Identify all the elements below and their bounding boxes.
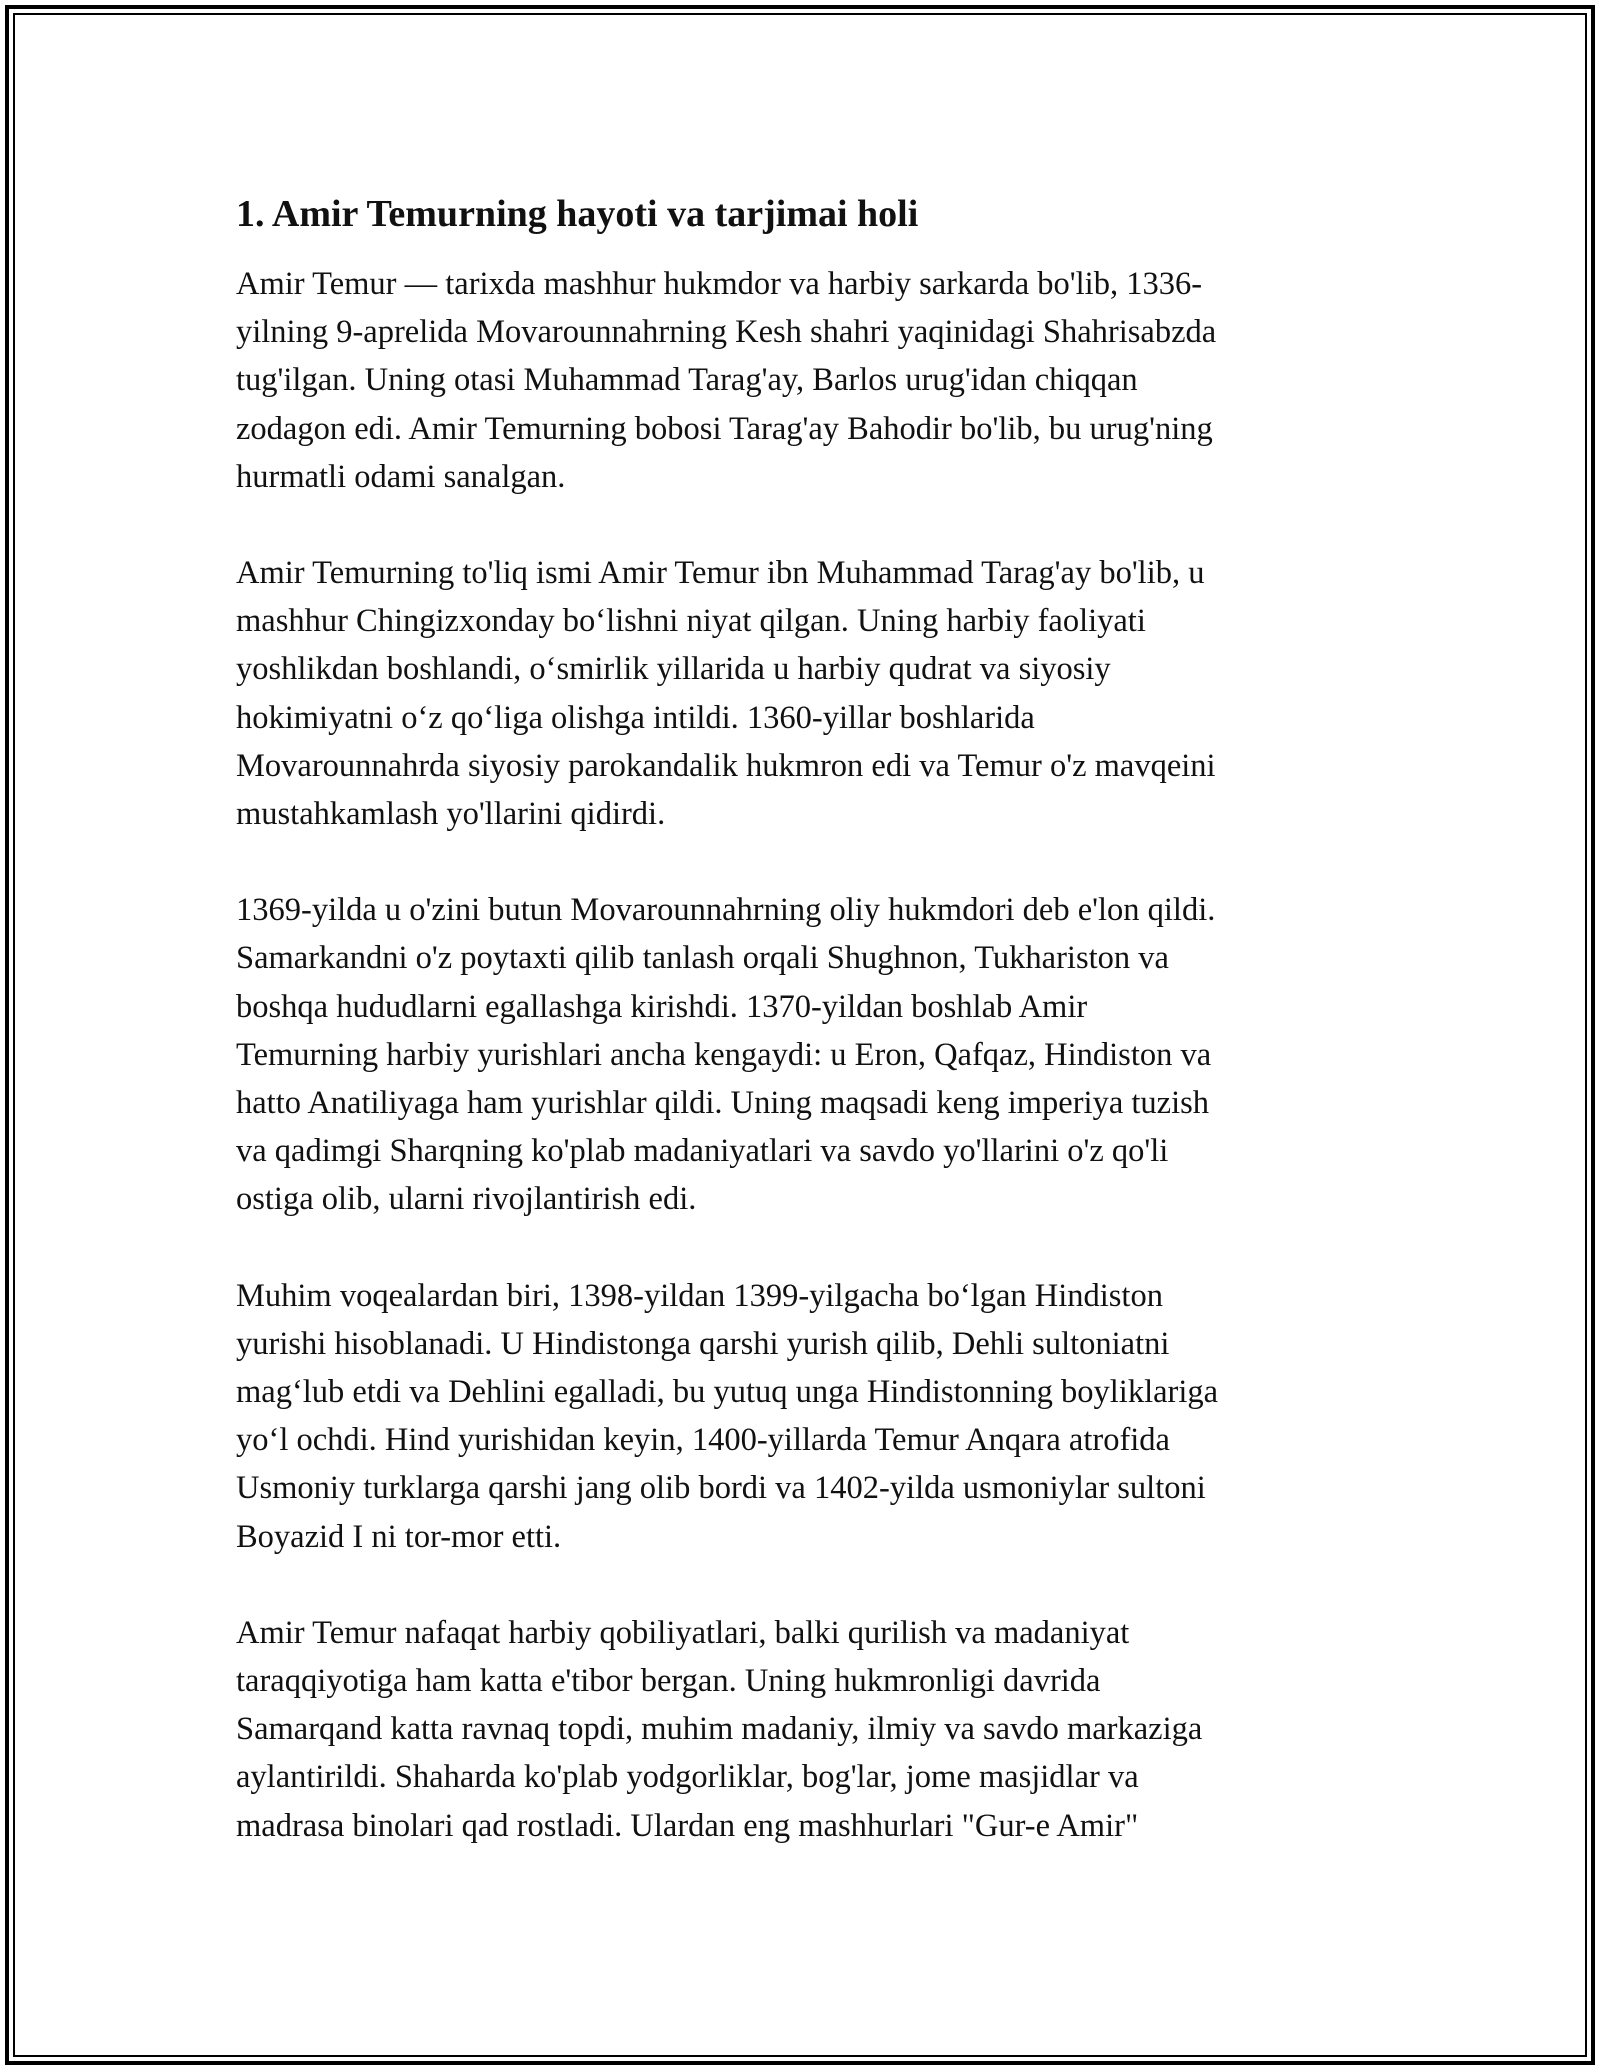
text-line: yurishi hisoblanadi. U Hindistonga qarshi yurish qilib, Dehli sultoniatni xyxy=(236,1325,1170,1362)
text-line: Samarqand katta ravnaq topdi, muhim madaniy, ilmiy va savdo markaziga xyxy=(236,1711,1203,1748)
text-line: 1369-yilda u o'zini butun Movarounnahrning oliy hukmdori deb e'lon qildi. xyxy=(236,892,1216,929)
paragraph-3 xyxy=(236,886,1366,1223)
text-line: zodagon edi. Amir Temurning bobosi Tarag'ay Bahodir bo'lib, bu urug'ning xyxy=(236,410,1213,447)
text-line: madrasa binolari qad rostladi. Ulardan eng mashhurlari "Gur-e Amir" xyxy=(236,1807,1139,1844)
text-line: va qadimgi Sharqning ko'plab madaniyatlari va savdo yo'llarini o'z qo'li xyxy=(236,1133,1169,1170)
text-line: tug'ilgan. Uning otasi Muhammad Tarag'ay, Barlos urug'idan chiqqan xyxy=(236,362,1138,399)
text-line: Amir Temur — tarixda mashhur hukmdor va harbiy sarkarda bo'lib, 1336- xyxy=(236,266,1203,302)
paragraph-1 xyxy=(236,260,1366,501)
text-line: Temurning harbiy yurishlari ancha kengaydi: u Eron, Qafqaz, Hindiston va xyxy=(236,1036,1212,1073)
text-line: Amir Temurning to'liq ismi Amir Temur ibn Muhammad Tarag'ay bo'lib, u xyxy=(236,555,1205,592)
text-line: Amir Temur nafaqat harbiy qobiliyatlari, balki qurilish va madaniyat xyxy=(236,1614,1130,1651)
section-heading: 1. Amir Temurning hayoti va tarjimai holi xyxy=(236,193,919,235)
text-line: hokimiyatni oʻz qoʻliga olishga intildi. 1360-yillar boshlarida xyxy=(236,699,1035,736)
text-line: hatto Anatiliyaga ham yurishlar qildi. Uning maqsadi keng imperiya tuzish xyxy=(236,1085,1210,1122)
text-line: boshqa hududlarni egallashga kirishdi. 1370-yildan boshlab Amir xyxy=(236,988,1088,1025)
text-line: hurmatli odami sanalgan. xyxy=(236,458,566,495)
text-line: magʻlub etdi va Dehlini egalladi, bu yutuq unga Hindistonning boyliklariga xyxy=(236,1374,1219,1411)
text-line: mustahkamlash yo'llarini qidirdi. xyxy=(236,796,666,833)
text-line: Movarounnahrda siyosiy parokandalik hukmron edi va Temur o'z mavqeini xyxy=(236,747,1216,784)
text-line: yoʻl ochdi. Hind yurishidan keyin, 1400-yillarda Temur Anqara atrofida xyxy=(236,1422,1170,1459)
text-line: ostiga olib, ularni rivojlantirish edi. xyxy=(236,1181,697,1218)
text-line: aylantirildi. Shaharda ko'plab yodgorliklar, bog'lar, jome masjidlar va xyxy=(236,1759,1139,1796)
text-line: Usmoniy turklarga qarshi jang olib bordi va 1402-yilda usmoniylar sultoni xyxy=(236,1470,1206,1507)
text-line: taraqqiyotiga ham katta e'tibor bergan. Uning hukmronligi davrida xyxy=(236,1663,1101,1700)
paragraph-5 xyxy=(236,1609,1366,1850)
paragraph-4 xyxy=(236,1272,1366,1561)
document-content xyxy=(236,186,1366,1898)
text-line: yoshlikdan boshlandi, oʻsmirlik yillarida u harbiy qudrat va siyosiy xyxy=(236,651,1111,688)
paragraph-2 xyxy=(236,549,1366,838)
text-line: Samarkandni o'z poytaxti qilib tanlash orqali Shughnon, Tukhariston va xyxy=(236,940,1169,977)
text-line: Muhim voqealardan biri, 1398-yildan 1399-yilgacha boʻlgan Hindiston xyxy=(236,1277,1163,1314)
text-line: yilning 9-aprelida Movarounnahrning Kesh shahri yaqinidagi Shahrisabzda xyxy=(236,314,1217,351)
text-line: mashhur Chingizxonday boʻlishni niyat qilgan. Uning harbiy faoliyati xyxy=(236,603,1146,640)
text-line: Boyazid I ni tor-mor etti. xyxy=(236,1518,562,1555)
